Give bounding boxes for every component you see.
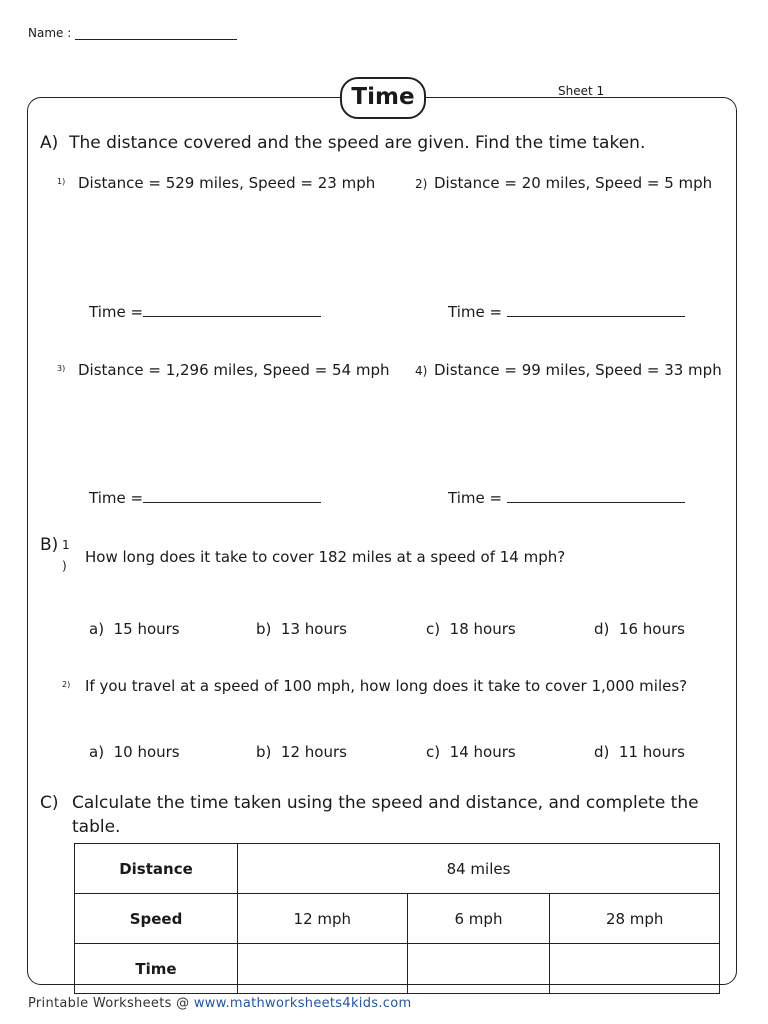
table-row	[75, 944, 720, 994]
distance-value: 84 miles	[238, 844, 720, 894]
section-a-heading	[40, 133, 645, 153]
answer-row	[448, 488, 685, 507]
footer-url-link[interactable]: www.mathworksheets4kids.com	[193, 996, 412, 1011]
option-letter: c)	[426, 743, 441, 761]
option-text: 12 hours	[280, 743, 347, 761]
option-d[interactable]	[594, 743, 685, 761]
time-table	[74, 843, 720, 994]
option-a[interactable]	[89, 620, 180, 638]
question-text: Distance = 1,296 miles, Speed = 54 mph	[78, 361, 390, 379]
question-number: 2)	[62, 680, 71, 689]
option-text: 18 hours	[449, 620, 516, 638]
distance-label: Distance	[75, 844, 238, 894]
question-text: Distance = 99 miles, Speed = 33 mph	[434, 361, 722, 379]
option-text: 10 hours	[113, 743, 180, 761]
time-answer-cell[interactable]	[550, 944, 720, 994]
answer-blank-line[interactable]	[143, 302, 321, 317]
name-field	[28, 26, 237, 40]
option-text: 11 hours	[618, 743, 685, 761]
name-label: Name :	[28, 26, 72, 40]
question-number: 2)	[415, 177, 428, 191]
answer-row	[89, 488, 321, 507]
option-c[interactable]	[426, 620, 516, 638]
section-a-instruction: The distance covered and the speed are given. Find the time taken.	[69, 133, 646, 153]
question-text: Distance = 20 miles, Speed = 5 mph	[434, 174, 713, 192]
speed-value: 12 mph	[238, 894, 408, 944]
question-text: If you travel at a speed of 100 mph, how long does it take to cover 1,000 miles?	[85, 677, 688, 695]
footer-label: Printable Worksheets @	[28, 996, 190, 1011]
answer-row	[448, 302, 685, 321]
option-letter: d)	[594, 620, 610, 638]
option-b[interactable]	[256, 620, 347, 638]
answer-blank-line[interactable]	[143, 488, 321, 503]
option-letter: d)	[594, 743, 610, 761]
option-letter: b)	[256, 620, 272, 638]
answer-blank-line[interactable]	[507, 488, 685, 503]
section-b-letter: B)	[40, 535, 59, 555]
section-c-instruction-line1: Calculate the time taken using the speed and distance, and complete the	[72, 793, 699, 813]
sheet-number: Sheet 1	[558, 84, 605, 98]
name-blank-line[interactable]	[75, 27, 237, 40]
option-letter: c)	[426, 620, 441, 638]
question-text: How long does it take to cover 182 miles at a speed of 14 mph?	[85, 548, 566, 566]
option-text: 16 hours	[618, 620, 685, 638]
answer-blank-line[interactable]	[507, 302, 685, 317]
answer-row	[89, 302, 321, 321]
question-number: 3)	[57, 364, 66, 373]
option-text: 13 hours	[280, 620, 347, 638]
answer-label: Time =	[89, 489, 144, 507]
option-b[interactable]	[256, 743, 347, 761]
option-letter: b)	[256, 743, 272, 761]
question-number-bottom: )	[62, 559, 67, 573]
answer-label: Time =	[448, 489, 503, 507]
option-text: 15 hours	[113, 620, 180, 638]
section-a-letter: A)	[40, 133, 59, 153]
question-number: 1)	[57, 177, 66, 186]
question-text: Distance = 529 miles, Speed = 23 mph	[78, 174, 376, 192]
section-c-letter: C)	[40, 793, 59, 813]
section-c-instruction-line2: table.	[72, 817, 121, 837]
question-number: 4)	[415, 364, 428, 378]
question-number-top: 1	[62, 538, 70, 552]
time-label: Time	[75, 944, 238, 994]
option-letter: a)	[89, 743, 105, 761]
option-c[interactable]	[426, 743, 516, 761]
option-letter: a)	[89, 620, 105, 638]
answer-label: Time =	[89, 303, 144, 321]
speed-value: 28 mph	[550, 894, 720, 944]
table-row	[75, 844, 720, 894]
speed-value: 6 mph	[407, 894, 550, 944]
footer	[28, 996, 411, 1011]
worksheet-title: Time	[340, 77, 426, 119]
option-d[interactable]	[594, 620, 685, 638]
option-a[interactable]	[89, 743, 180, 761]
time-answer-cell[interactable]	[407, 944, 550, 994]
option-text: 14 hours	[449, 743, 516, 761]
table-row	[75, 894, 720, 944]
time-answer-cell[interactable]	[238, 944, 408, 994]
answer-label: Time =	[448, 303, 503, 321]
speed-label: Speed	[75, 894, 238, 944]
